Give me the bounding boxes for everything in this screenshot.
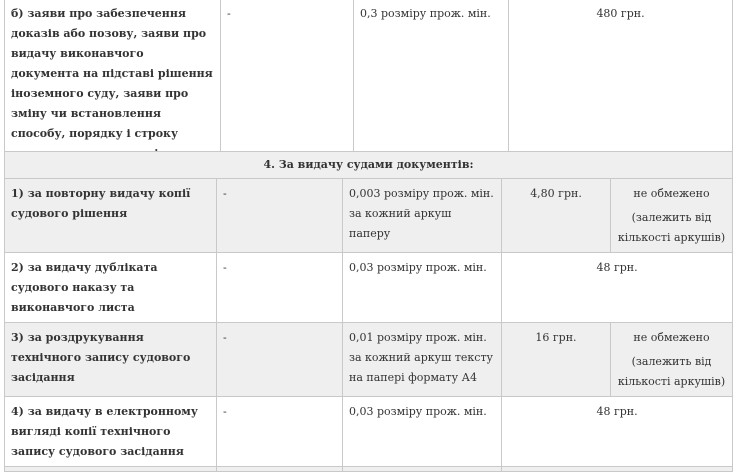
table-row: [5, 397, 733, 467]
row-1-col2: -: [217, 179, 343, 253]
row-2-rate: 0,03 розміру прож. мін.: [343, 253, 502, 323]
row-4-col2: -: [217, 397, 343, 467]
row-3-amount: 16 грн.: [502, 323, 611, 397]
section-4-title: 4. За видачу судами документів:: [5, 152, 733, 179]
row-b-amount: 480 грн.: [509, 0, 733, 169]
row-1-name: 1) за повторну видачу копії судового рішення: [5, 179, 217, 253]
row-2-col2: -: [217, 253, 343, 323]
row-1-rate: 0,003 розміру прож. мін. за кожний аркуш паперу: [343, 179, 502, 253]
row-3-name: 3) за роздрукування технічного запису судового засідання: [5, 323, 217, 397]
row-4-rate: 0,03 розміру прож. мін.: [343, 397, 502, 467]
row-3-limit-note: (залежить від кількості аркушів): [617, 355, 726, 388]
table-row: [5, 323, 733, 397]
row-4-name: 4) за видачу в електронному вигляді копії технічного запису судового засідання: [5, 397, 217, 467]
row-1-limit: не обмежено: [633, 187, 710, 200]
fee-table-part-1: [4, 0, 733, 169]
row-2-amount: 48 грн.: [502, 253, 733, 323]
row-b-col2: -: [221, 0, 354, 169]
row-b-rate: 0,3 розміру прож. мін.: [354, 0, 509, 169]
row-1-amount: 4,80 грн.: [502, 179, 611, 253]
partial-cell-4: [502, 467, 733, 472]
row-3-col2: -: [217, 323, 343, 397]
section-header-row: [5, 152, 733, 179]
row-4-amount: 48 грн.: [502, 397, 733, 467]
row-2-name: 2) за видачу дубліката судового наказу та виконавчого листа: [5, 253, 217, 323]
table-row-partial: [5, 467, 733, 472]
table-row: [5, 179, 733, 253]
partial-cell-1: [5, 467, 217, 472]
table-row: [5, 0, 733, 169]
fee-table-part-2: [4, 151, 733, 472]
row-3-limit: не обмежено: [633, 331, 710, 344]
row-b-name: б) заяви про забезпечення доказів або позову, заяви про видачу виконавчого документа на підставі рішення іноземного суду, заяви про зміну чи встановлення способу, порядку і строку: [5, 0, 221, 169]
row-1-limit-cell: [611, 179, 733, 253]
partial-cell-3: [343, 467, 502, 472]
row-3-limit-cell: [611, 323, 733, 397]
row-1-limit-note: (залежить від кількості аркушів): [617, 211, 726, 244]
row-3-rate: 0,01 розміру прож. мін. за кожний аркуш тексту на папері формату А4: [343, 323, 502, 397]
table-row: [5, 253, 733, 323]
partial-cell-2: [217, 467, 343, 472]
